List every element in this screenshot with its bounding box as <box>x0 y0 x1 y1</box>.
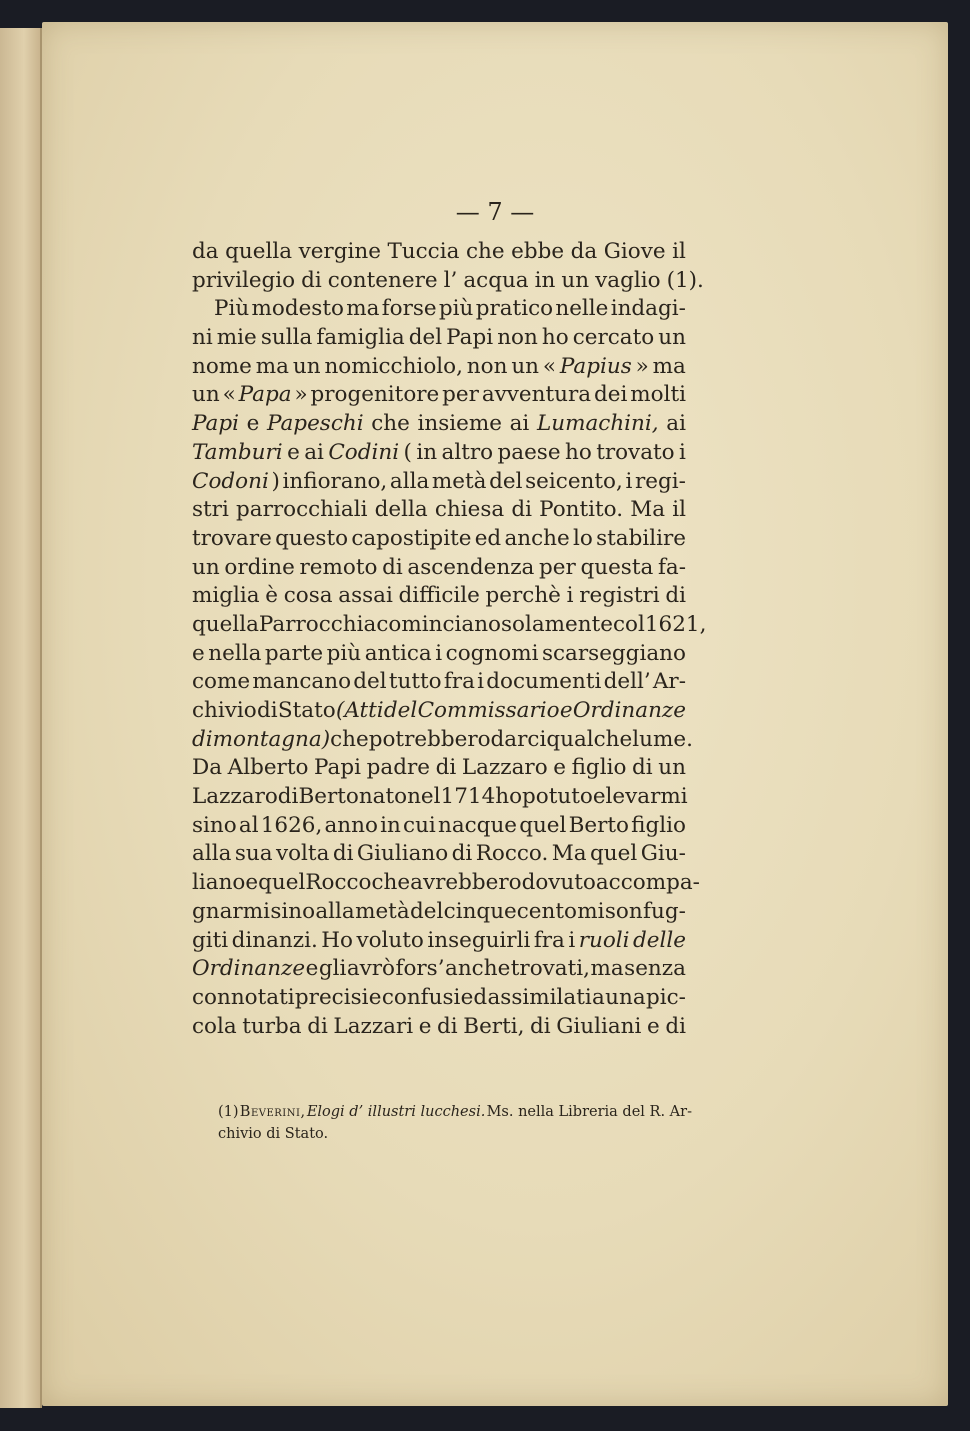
word: cercato <box>572 325 655 351</box>
word: ed <box>474 525 502 551</box>
word: accompa- <box>595 870 700 896</box>
word: trovare <box>192 525 272 551</box>
word: scarseggiano <box>541 640 686 666</box>
word: tutto <box>388 669 442 695</box>
text-line <box>192 984 686 1013</box>
word: alla <box>315 898 355 924</box>
word: di <box>332 841 354 867</box>
word: di <box>307 1013 328 1039</box>
word: pratico <box>475 296 554 322</box>
word: assimilati <box>487 984 592 1010</box>
text-line <box>192 898 686 927</box>
word: Lazzaro <box>192 784 278 810</box>
word: Ordinanze <box>192 956 306 982</box>
word: di <box>511 497 532 523</box>
word: per <box>442 382 479 408</box>
word: trovato <box>596 439 675 465</box>
word: cosa <box>283 583 333 609</box>
word: e <box>192 640 205 666</box>
word: che <box>371 870 411 896</box>
word: dei <box>593 382 628 408</box>
text-line <box>192 468 686 497</box>
footnote-author: Beverini, <box>239 1104 306 1120</box>
text-line <box>192 640 686 669</box>
word: fra <box>533 927 565 953</box>
word: (1). <box>666 267 704 293</box>
word: un <box>561 267 590 293</box>
word: ai <box>304 439 324 465</box>
word: Tamburi <box>192 439 283 465</box>
word: famiglia <box>316 325 405 351</box>
word: ai <box>509 411 530 437</box>
word: 1626, <box>260 812 323 838</box>
word: fug- <box>643 898 686 924</box>
word: indagi- <box>610 296 686 322</box>
footnote-marker: (1) <box>218 1104 239 1120</box>
word: di <box>301 267 322 293</box>
word: sino <box>192 812 237 838</box>
word: di <box>437 1013 458 1039</box>
word: gnarmi <box>192 898 270 924</box>
word: quel <box>519 812 567 838</box>
word: ma <box>255 353 289 379</box>
word: remoto <box>299 554 378 580</box>
word: di <box>632 755 653 781</box>
text-line <box>192 353 686 382</box>
word: del <box>409 898 444 924</box>
word: Lazzari <box>333 1013 414 1039</box>
text-line <box>192 525 686 554</box>
word: un <box>658 325 686 351</box>
word: mi <box>577 898 605 924</box>
word: una <box>605 984 646 1010</box>
word: ni <box>192 325 213 351</box>
word: cola <box>192 1013 237 1039</box>
word: nella <box>208 640 262 666</box>
word: metà <box>431 468 487 494</box>
word: ) <box>271 468 280 494</box>
word: antica <box>364 640 432 666</box>
word: un <box>658 755 686 781</box>
word: di <box>665 583 686 609</box>
word: in <box>380 812 401 838</box>
word: Stato <box>277 698 336 723</box>
word: documenti <box>486 669 602 695</box>
word: di <box>451 841 473 867</box>
word: quella <box>225 239 293 264</box>
word: è <box>265 583 279 609</box>
word: » <box>294 382 308 408</box>
word: (Atti <box>335 698 384 723</box>
word: ebbe <box>511 239 565 264</box>
word: Giu- <box>640 841 686 867</box>
word: padre <box>366 755 430 781</box>
text-line <box>192 582 686 611</box>
word: ( <box>403 439 412 465</box>
word: quel <box>590 841 638 867</box>
word: per <box>539 554 576 580</box>
word: Rocco <box>305 870 372 896</box>
word: ed <box>460 984 488 1010</box>
word: registri <box>579 583 660 609</box>
text-line <box>192 238 686 267</box>
word: Codini <box>328 439 400 465</box>
word: contenere <box>327 267 438 293</box>
word: Ordinanze <box>572 698 686 723</box>
word: i <box>568 927 576 953</box>
word: avrebbero <box>410 870 522 896</box>
word: Parrocchia <box>258 611 377 637</box>
word: del <box>489 468 523 494</box>
word: quel <box>258 870 306 896</box>
word: metà <box>355 898 410 924</box>
word: capostipite <box>351 525 472 551</box>
word: voluto <box>356 927 424 953</box>
word: Da <box>192 755 223 781</box>
word: che <box>330 726 369 752</box>
text-line <box>192 1013 686 1042</box>
word: insieme <box>417 411 502 437</box>
word: Giuliano <box>356 841 449 867</box>
word: anche <box>445 956 511 982</box>
word: Berto <box>568 812 629 838</box>
text-line <box>192 295 686 324</box>
word: qualche <box>546 726 633 752</box>
body-text <box>192 238 707 1041</box>
word: e <box>368 984 382 1010</box>
word: mancano <box>252 669 352 695</box>
word: figlio <box>631 812 686 838</box>
word: un <box>511 353 540 379</box>
word: non <box>466 353 508 379</box>
word: questa <box>580 554 654 580</box>
word: cognomi <box>445 640 539 666</box>
word: cinquecento <box>443 898 577 924</box>
word: acqua <box>463 267 529 293</box>
word: al <box>238 812 259 838</box>
word: stri <box>192 497 229 523</box>
footnote <box>218 1101 692 1145</box>
text-line <box>192 439 686 468</box>
word: ma <box>590 956 624 982</box>
word: e <box>418 1013 432 1039</box>
word: ma <box>346 296 380 322</box>
word: ai <box>666 411 686 437</box>
word: forse <box>381 296 437 322</box>
word: turba <box>242 1013 302 1039</box>
word: in <box>416 439 438 465</box>
word: Giuliani <box>556 1013 642 1039</box>
word: in <box>534 267 556 293</box>
text-line <box>192 840 686 869</box>
word: a <box>592 984 605 1010</box>
word: parrocchiali <box>235 497 368 523</box>
word: ascendenza <box>407 554 535 580</box>
word: e <box>559 698 573 723</box>
word: difficile <box>398 583 480 609</box>
word: un <box>192 382 220 408</box>
word: fa- <box>657 554 686 580</box>
word: vaglio <box>595 267 661 293</box>
word: stabilire <box>596 525 686 551</box>
word: nacque <box>437 812 518 838</box>
word: Ar- <box>652 669 686 695</box>
word: mie <box>216 325 257 351</box>
word: di <box>665 1013 686 1039</box>
text-line <box>192 955 686 984</box>
word: alla <box>192 841 232 867</box>
word: ma <box>652 353 686 379</box>
word: darci <box>490 726 547 752</box>
word: potuto <box>522 784 593 810</box>
text-line <box>192 381 686 410</box>
word: volta <box>275 841 330 867</box>
word: del <box>383 698 418 723</box>
word: privilegio <box>192 267 296 293</box>
text-line <box>192 267 704 296</box>
text-line <box>192 668 686 697</box>
word: Ma <box>630 497 666 523</box>
footnote-line2: chivio di Stato. <box>218 1126 329 1142</box>
word: precisi <box>294 984 369 1010</box>
footnote-rest: Ms. nella Libreria del R. Ar- <box>486 1104 692 1120</box>
page-number: — 7 — <box>455 198 535 226</box>
word: chiesa <box>434 497 505 523</box>
word: potrebbero <box>368 726 491 752</box>
word: Alberto <box>227 755 309 781</box>
word: vergine <box>298 239 381 264</box>
word: ordine <box>224 554 295 580</box>
word: e <box>245 870 259 896</box>
word: un <box>292 353 321 379</box>
word: lo <box>573 525 593 551</box>
word: più <box>326 640 362 666</box>
word: il <box>672 497 686 523</box>
word: non <box>497 325 538 351</box>
text-line <box>192 324 686 353</box>
word: i <box>566 583 574 609</box>
word: della <box>374 497 428 523</box>
word: Papi <box>314 755 362 781</box>
word: questo <box>275 525 349 551</box>
word: fra <box>443 669 475 695</box>
word: di <box>277 784 299 810</box>
book-page <box>42 22 948 1406</box>
facing-page-edge <box>0 28 42 1408</box>
word: Lumachini, <box>536 411 659 437</box>
word: Papa <box>238 382 292 408</box>
text-line <box>192 410 686 439</box>
word: di <box>257 698 278 723</box>
word: cominciano <box>376 611 501 637</box>
word: Ma <box>551 841 587 867</box>
word: senza <box>624 956 686 982</box>
word: seicento, <box>525 468 623 494</box>
word: dovuto <box>521 870 596 896</box>
word: Più <box>214 296 250 322</box>
word: Pontito. <box>539 497 624 523</box>
word: Berti, <box>463 1013 525 1039</box>
word: Ho <box>321 927 353 953</box>
word: e <box>647 1013 660 1039</box>
word: inseguirli <box>427 927 531 953</box>
footnote-title: Elogi d’ illustri lucchesi. <box>306 1104 486 1120</box>
text-line <box>192 812 686 841</box>
word: lume. <box>632 726 693 752</box>
word: Rocco. <box>475 841 549 867</box>
text-line <box>192 754 686 783</box>
word: solamente <box>500 611 613 637</box>
word: pic- <box>645 984 686 1010</box>
word: nome <box>192 353 252 379</box>
word: Papius <box>559 353 632 379</box>
word: i <box>679 439 686 465</box>
word: Papi <box>192 411 239 437</box>
word: il <box>672 239 686 264</box>
word: Commissario <box>417 698 560 723</box>
word: anno <box>324 812 378 838</box>
word: « <box>542 353 557 379</box>
word: e <box>287 439 300 465</box>
word: l’ <box>443 267 458 293</box>
word: e <box>305 956 319 982</box>
word: altro <box>441 439 494 465</box>
word: dinanzi. <box>231 927 318 953</box>
word: ruoli <box>578 927 630 953</box>
word: col <box>612 611 645 637</box>
word: parte <box>264 640 324 666</box>
word: figlio <box>571 755 627 781</box>
word: confusi <box>381 984 461 1010</box>
word: i <box>477 669 485 695</box>
word: i <box>435 640 443 666</box>
word: sino <box>270 898 316 924</box>
text-line <box>192 496 686 525</box>
word: regi- <box>634 468 686 494</box>
word: sulla <box>260 325 313 351</box>
word: anche <box>504 525 570 551</box>
text-line <box>192 726 693 755</box>
word: son <box>604 898 643 924</box>
word: « <box>222 382 236 408</box>
word: modesto <box>251 296 344 322</box>
word: connotati <box>192 984 295 1010</box>
word: liano <box>192 870 246 896</box>
text-line <box>192 611 707 640</box>
word: Codoni <box>192 468 269 494</box>
word: come <box>192 669 251 695</box>
word: Giove <box>603 239 666 264</box>
word: avrò <box>346 956 395 982</box>
word: paese <box>497 439 561 465</box>
footnote-line <box>218 1101 692 1123</box>
word: più <box>438 296 474 322</box>
text-line <box>192 783 686 812</box>
word: alla <box>389 468 430 494</box>
word: e <box>553 755 566 781</box>
word: del <box>408 325 443 351</box>
word: di <box>192 726 213 752</box>
word: nel <box>407 784 441 810</box>
word: di <box>382 554 403 580</box>
word: Tuccia <box>387 239 460 264</box>
word: gli <box>318 956 347 982</box>
word: sua <box>234 841 273 867</box>
word: nato <box>358 784 408 810</box>
word: chivio <box>192 698 257 723</box>
word: e <box>246 411 260 437</box>
word: perchè <box>485 583 561 609</box>
word: trovati, <box>510 956 590 982</box>
word: elevarmi <box>592 784 688 810</box>
word: miglia <box>192 583 260 609</box>
word: Papi <box>446 325 494 351</box>
word: 1714 <box>440 784 496 810</box>
footnote-line <box>218 1123 692 1145</box>
word: giti <box>192 927 229 953</box>
word: ho <box>541 325 569 351</box>
word: montagna) <box>212 726 331 752</box>
word: i <box>625 468 633 494</box>
word: che <box>465 239 505 264</box>
word: del <box>353 669 387 695</box>
word: 1621, <box>644 611 707 637</box>
word: infiorano, <box>282 468 388 494</box>
word: delle <box>633 927 686 953</box>
word: Lazzaro <box>461 755 548 781</box>
word: progenitore <box>310 382 440 408</box>
word: da <box>192 239 219 264</box>
text-line <box>192 554 686 583</box>
word: Berto <box>298 784 359 810</box>
word: di <box>530 1013 551 1039</box>
word: un <box>192 554 220 580</box>
word: assai <box>338 583 393 609</box>
word: quella <box>192 611 259 637</box>
word: da <box>570 239 598 264</box>
word: che <box>371 411 410 437</box>
word: nomicchiolo, <box>324 353 463 379</box>
word: fors’ <box>395 956 445 982</box>
word: avventura <box>481 382 592 408</box>
text-line <box>192 869 700 898</box>
word: ho <box>564 439 592 465</box>
word: dell’ <box>603 669 651 695</box>
word: molti <box>630 382 686 408</box>
word: Papeschi <box>266 411 364 437</box>
word: ho <box>495 784 523 810</box>
text-line <box>192 697 686 726</box>
word: cui <box>403 812 436 838</box>
text-line <box>192 927 686 956</box>
word: nelle <box>555 296 609 322</box>
word: di <box>435 755 457 781</box>
word: » <box>635 353 649 379</box>
